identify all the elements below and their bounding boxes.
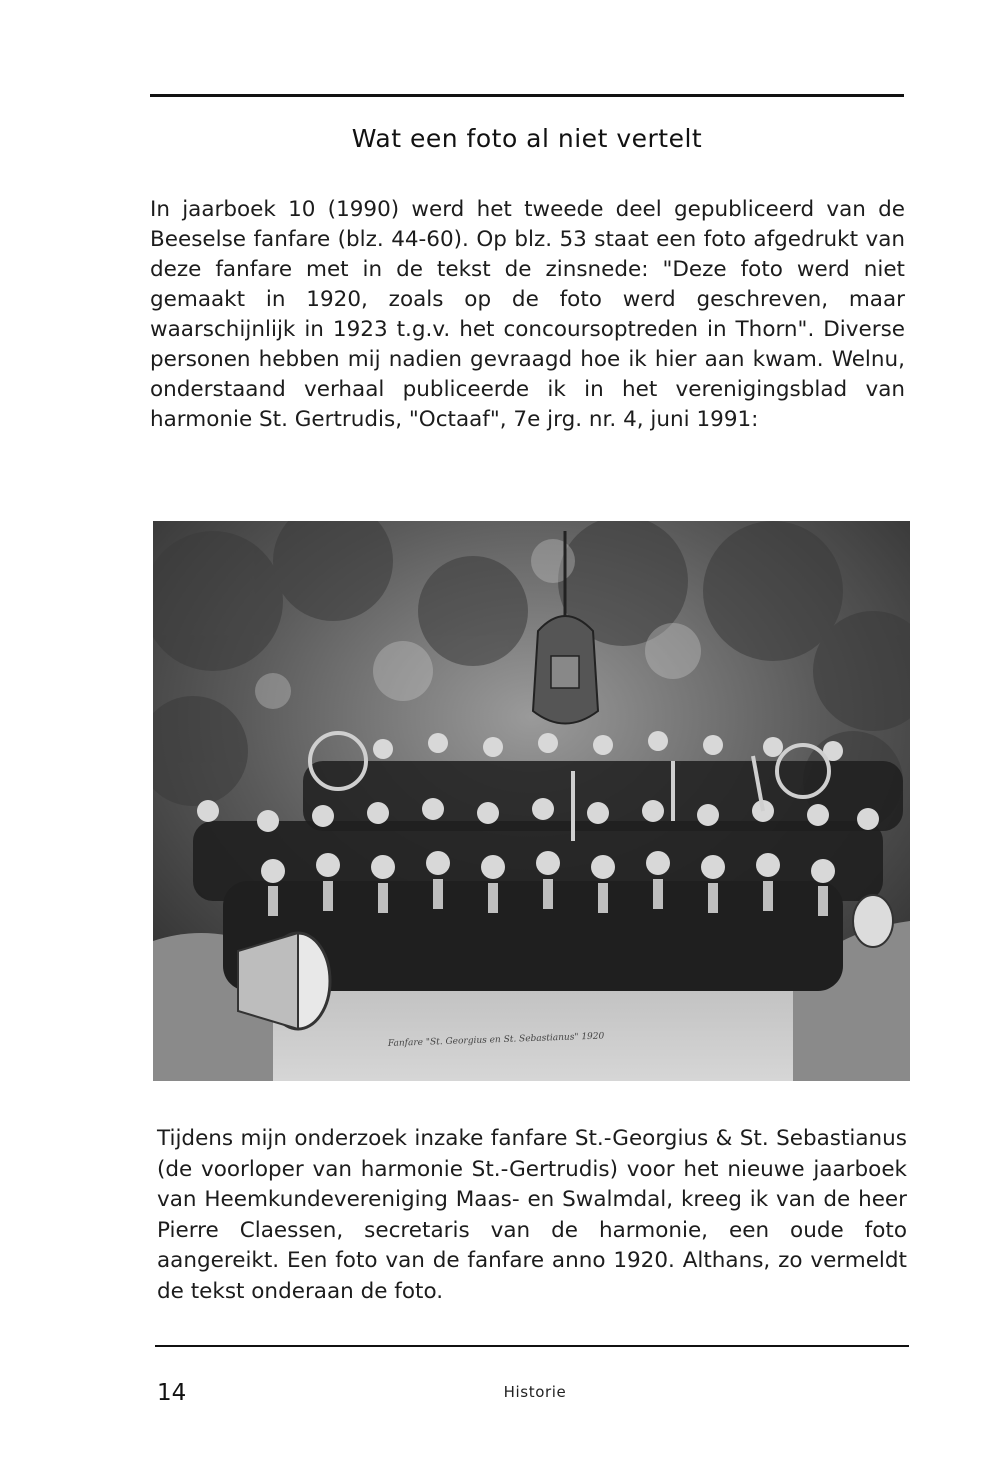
page-number: 14 — [157, 1380, 187, 1406]
photo-caption: Fanfare "St. Georgius en St. Sebastianus" 1920 — [387, 1031, 605, 1049]
bass-drum — [238, 933, 330, 1029]
page-title: Wat een foto al niet vertelt — [351, 124, 703, 153]
band-group-photo — [153, 521, 910, 1081]
bottom-rule — [155, 1345, 909, 1347]
top-rule — [150, 94, 904, 97]
intro-paragraph: In jaarboek 10 (1990) werd het tweede deel gepubliceerd van de Beeselse fanfare (blz. 44-60). Op blz. 53 staat een foto afgedrukt van deze fanfare met in de tekst de zinsnede: "Deze foto werd niet gemaakt in 1920, zoals op de foto werd geschreven, maar waarschijnlijk in 1923 t.g.v. het concoursoptreden in Thorn". Diverse personen hebben mij nadien gevraagd hoe ik hier aan kwam. Welnu, onderstaand verhaal publiceerde ik in het verenigingsblad van harmonie St. Gertrudis, "Octaaf", 7e jrg. nr. 4, juni 1991: — [150, 197, 905, 432]
story-paragraph: Tijdens mijn onderzoek inzake fanfare St.-Georgius & St. Sebastianus (de voorloper van harmonie St.-Gertrudis) voor het nieuwe jaarboek van Heemkundevereniging Maas- en Swalmdal, kreeg ik van de heer Pierre Claessen, secretaris van de harmonie, een oude foto aangereikt. Een foto van de fanfare anno 1920. Althans, zo vermeldt de tekst onderaan de foto. — [157, 1126, 907, 1304]
running-footer: Historie — [503, 1383, 567, 1401]
